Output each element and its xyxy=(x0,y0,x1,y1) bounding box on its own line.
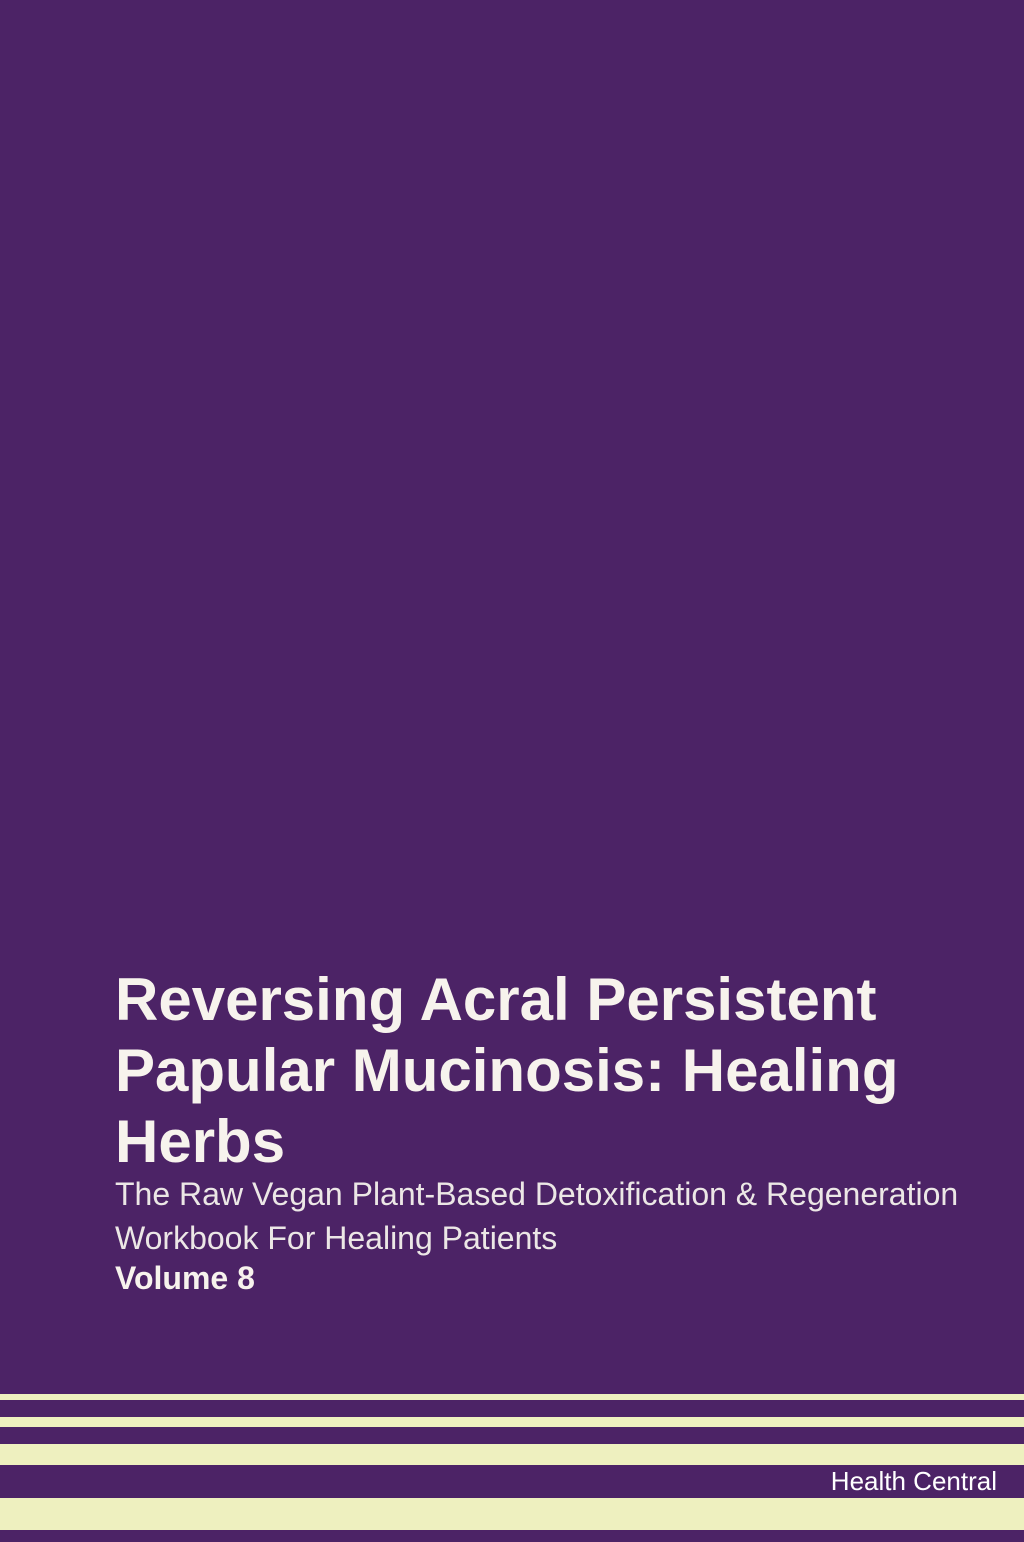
subtitle-line-2: Workbook For Healing Patients xyxy=(115,1220,558,1256)
publisher-band xyxy=(0,1465,1024,1498)
stripe-purple-1 xyxy=(0,1400,1024,1417)
title-line-3: Herbs xyxy=(115,1108,286,1175)
stripe-cream-3 xyxy=(0,1444,1024,1465)
stripe-cream-4 xyxy=(0,1498,1024,1530)
book-title xyxy=(115,964,995,1177)
subtitle-line-1: The Raw Vegan Plant-Based Detoxification & Regeneration xyxy=(115,1176,959,1212)
volume-label: Volume 8 xyxy=(115,1260,255,1296)
title-line-1: Reversing Acral Persistent xyxy=(115,966,877,1033)
title-line-2: Papular Mucinosis: Healing xyxy=(115,1037,899,1104)
publisher-name: Health Central xyxy=(830,1466,997,1496)
book-subtitle xyxy=(115,1172,995,1300)
stripe-purple-3 xyxy=(0,1530,1024,1542)
footer-stripes xyxy=(0,1394,1024,1542)
stripe-cream-2 xyxy=(0,1417,1024,1427)
stripe-purple-2 xyxy=(0,1427,1024,1444)
